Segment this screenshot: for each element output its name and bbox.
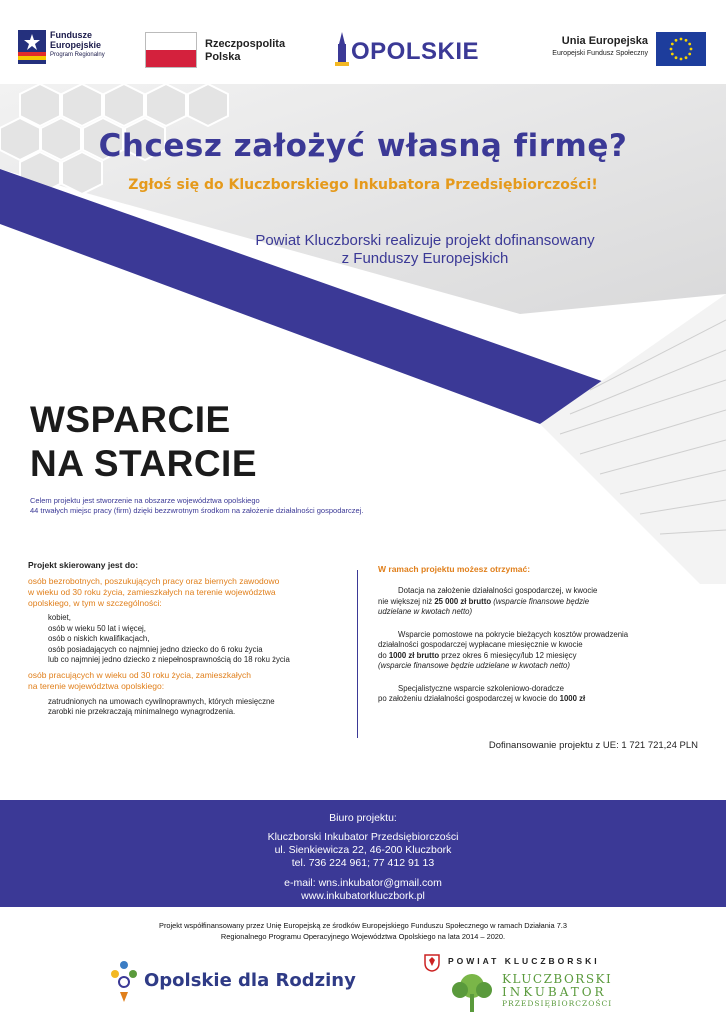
benefit-grant bbox=[378, 586, 708, 618]
bridge-line2: działalności gospodarczej wypłacane miesięcznie w kwocie bbox=[378, 640, 583, 649]
inkubator-line3: PRZEDSIĘBIORCZOŚCI bbox=[502, 999, 613, 1008]
intro-line2: z Funduszy Europejskich bbox=[341, 250, 509, 267]
opolskie-logo bbox=[335, 32, 505, 68]
rp-line1: Rzeczpospolita bbox=[205, 38, 286, 50]
grant-note: (wsparcie finansowe będzie bbox=[491, 596, 590, 606]
training-line1: Specjalistyczne wsparcie szkoleniowo-doradcze bbox=[398, 683, 564, 693]
group1-item: lub co najmniej jedno dziecko z niepełnosprawnością do 18 roku życia bbox=[48, 655, 290, 664]
target-heading: Projekt skierowany jest do: bbox=[28, 560, 139, 570]
opolskie-dla-rodziny-logo bbox=[110, 960, 360, 1004]
group1-line1: osób bezrobotnych, poszukujących pracy oraz biernych zawodowo bbox=[28, 576, 280, 586]
rp-logo bbox=[145, 32, 325, 68]
goal-line2: 44 trwałych miejsc pracy (firm) dzięki bezzwrotnym środkom na założenie działalności gospodarczej. bbox=[30, 506, 364, 515]
office-name: Kluczborski Inkubator Przedsiębiorczości bbox=[267, 831, 459, 843]
bridge-amount: 1000 zł brutto bbox=[388, 650, 440, 660]
bridge-line3 bbox=[378, 651, 708, 662]
cofinance-note bbox=[0, 920, 726, 942]
logo-header bbox=[0, 0, 726, 84]
project-office-band bbox=[0, 800, 726, 907]
project-goal bbox=[30, 496, 500, 516]
eu-flag-icon bbox=[656, 32, 706, 66]
group1-item: osób w wieku 50 lat i więcej, bbox=[48, 623, 146, 633]
fe-line2: Europejskie bbox=[50, 40, 102, 50]
goal-line1: Celem projektu jest stworzenie na obszarze województwa opolskiego bbox=[30, 496, 260, 505]
group1-item: osób posiadających co najmniej jedno dziecko do 6 roku życia bbox=[48, 644, 263, 654]
column-divider bbox=[357, 570, 358, 738]
inkubator-line1: KLUCZBORSKI bbox=[502, 972, 613, 986]
cofinance-line2: Regionalnego Programu Operacyjnego Województwa Opolskiego na lata 2014 – 2020. bbox=[220, 932, 506, 941]
group2-line2: na terenie województwa opolskiego: bbox=[28, 680, 165, 691]
eu-logo bbox=[530, 32, 710, 68]
opolskie-text: OPOLSKIE bbox=[351, 38, 480, 65]
benefit-bridge bbox=[378, 630, 708, 672]
benefit-training bbox=[378, 684, 708, 705]
funding-amount: Dofinansowanie projektu z UE: 1 721 721,24 PLN bbox=[488, 740, 698, 751]
powiat-text: POWIAT KLUCZBORSKI bbox=[448, 956, 600, 966]
tower-icon bbox=[335, 32, 349, 66]
bridge-line4: (wsparcie finansowe będzie udzielane w kwotach netto) bbox=[378, 661, 570, 670]
grant-line3: udzielane w kwotach netto) bbox=[378, 607, 473, 616]
family-dots-icon bbox=[110, 960, 138, 1004]
bridge-text: do bbox=[378, 650, 389, 660]
group2-line1: osób pracujących w wieku od 30 roku życia, zamieszkałych bbox=[28, 669, 251, 680]
bridge-line1: Wsparcie pomostowe na pokrycie bieżących kosztów prowadzenia bbox=[398, 629, 629, 639]
powiat-crest-icon bbox=[424, 954, 440, 972]
page-subheadline: Zgłoś się do Kluczborskiego Inkubatora Przedsiębiorczości! bbox=[128, 177, 598, 193]
benefits-heading: W ramach projektu możesz otrzymać: bbox=[378, 564, 531, 574]
grant-line2 bbox=[378, 597, 708, 608]
office-address: ul. Sienkiewicza 22, 46-200 Kluczbork bbox=[274, 844, 452, 856]
fe-star-icon bbox=[18, 30, 46, 64]
office-phone: tel. 736 224 961; 77 412 91 13 bbox=[291, 857, 435, 869]
intro-line1: Powiat Kluczborski realizuje projekt dofinansowany bbox=[255, 232, 595, 249]
training-amount: 1000 zł bbox=[559, 694, 586, 703]
group1-item: kobiet, bbox=[48, 613, 71, 622]
training-line2 bbox=[378, 694, 708, 705]
eu-line1: Unia Europejska bbox=[561, 35, 648, 47]
project-title-line1: WSPARCIE bbox=[30, 399, 231, 440]
office-heading: Biuro projektu: bbox=[329, 812, 397, 824]
polish-flag-icon bbox=[145, 32, 197, 68]
fe-line1: Fundusze bbox=[50, 30, 92, 40]
group1-line3: opolskiego, w tym w szczególności: bbox=[28, 598, 162, 608]
project-title bbox=[30, 398, 257, 486]
fe-logo bbox=[18, 30, 138, 70]
project-title-line2: NA STARCIE bbox=[30, 443, 257, 484]
training-text: po założeniu działalności gospodarczej w kwocie do bbox=[378, 694, 560, 703]
group2-item-line2: zarobki nie przekraczają minimalnego wynagrodzenia. bbox=[48, 707, 236, 716]
group2-item-line1: zatrudnionych na umowach cywilnoprawnych, których miesięczne bbox=[48, 696, 275, 706]
cofinance-line1: Projekt współfinansowany przez Unię Europejską ze środków Europejskiego Funduszu Społecznego w ramach Działania 7.3 bbox=[159, 921, 567, 930]
benefits-column bbox=[378, 564, 708, 705]
fe-line3: Program Regionalny bbox=[50, 52, 105, 58]
office-website[interactable]: www.inkubatorkluczbork.pl bbox=[301, 890, 425, 902]
bridge-period: przez okres 6 miesięcy/lub 12 miesięcy bbox=[439, 650, 577, 660]
inkubator-line2: INKUBATOR bbox=[502, 985, 607, 999]
grant-line1: Dotacja na założenie działalności gospodarczej, w kwocie bbox=[398, 586, 598, 595]
office-email[interactable]: e-mail: wns.inkubator@gmail.com bbox=[284, 877, 442, 889]
target-group-column bbox=[28, 560, 348, 718]
rp-line2: Polska bbox=[205, 51, 241, 63]
tree-icon bbox=[448, 972, 496, 1014]
page-headline: Chcesz założyć własną firmę? bbox=[98, 128, 628, 164]
inkubator-logo bbox=[420, 952, 710, 1016]
group1-item: osób o niskich kwalifikacjach, bbox=[48, 634, 150, 643]
eu-line2: Europejski Fundusz Społeczny bbox=[552, 50, 648, 57]
family-logo-text: Opolskie dla Rodziny bbox=[144, 970, 356, 991]
grant-amount: 25 000 zł brutto bbox=[434, 596, 492, 606]
grant-text: nie większej niż bbox=[378, 596, 435, 606]
group1-line2: w wieku od 30 roku życia, zamieszkałych na terenie województwa bbox=[28, 587, 276, 597]
